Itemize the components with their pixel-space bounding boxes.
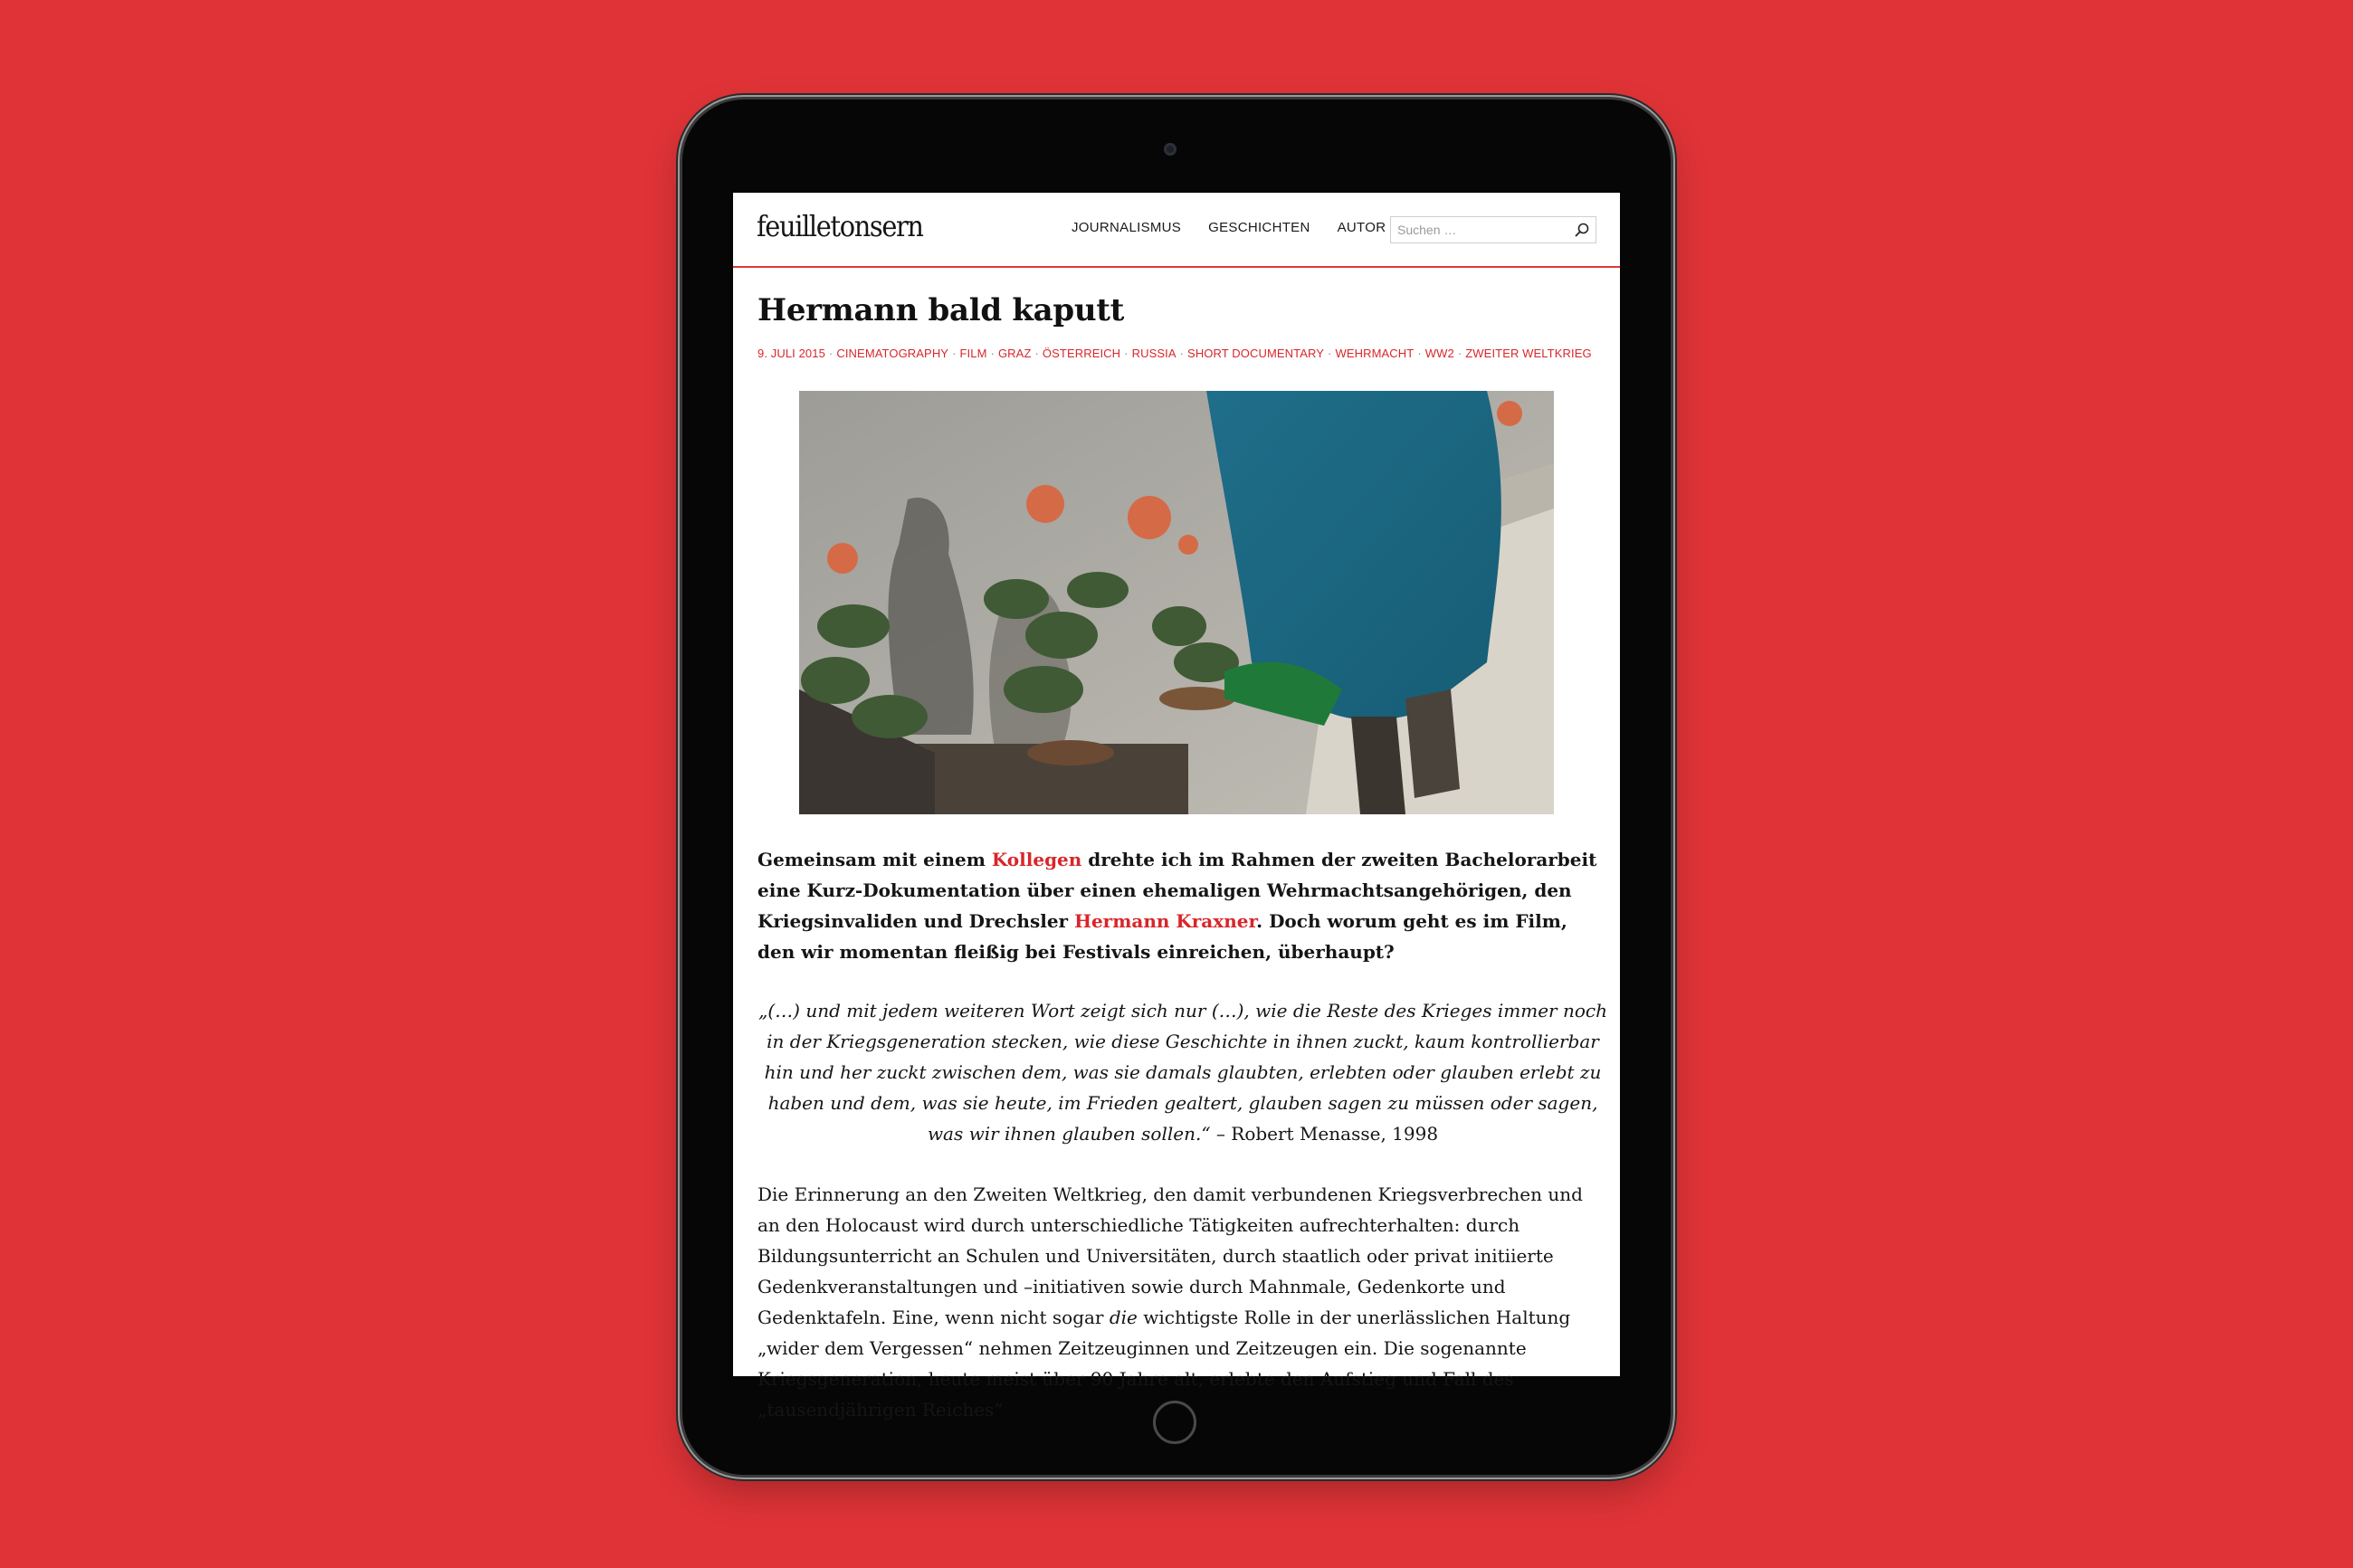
front-camera (1164, 143, 1176, 156)
site-header (733, 193, 1620, 268)
site-logo[interactable]: feuilletonsern (757, 209, 923, 243)
link-hermann-kraxner[interactable]: Hermann Kraxner (1074, 910, 1257, 932)
body-text: Die Erinnerung an den Zweiten Weltkrieg, den damit verbundenen Kriegsverbrechen und an den Holocaust wird durch unterschiedliche Tätigkeiten aufrechterhalten: durch Bildungsunterricht an Schulen und Universitäten, durch staatlich oder privat initiierte Gedenkveranstaltungen und –initiativen sowie durch Mahnmale, Gedenkorte und Gedenktafeln. Eine, wenn nicht sogar (757, 1183, 1583, 1328)
tag-link[interactable]: WW2 (1424, 347, 1454, 360)
search-input[interactable] (1391, 217, 1563, 242)
nav-item-journalismus[interactable]: JOURNALISMUS (1072, 220, 1182, 235)
tag-link[interactable]: FILM (959, 347, 987, 360)
post-date[interactable]: 9. JULI 2015 (757, 347, 825, 360)
tag-link[interactable]: WEHRMACHT (1335, 347, 1415, 360)
tag-link[interactable]: RUSSIA (1131, 347, 1176, 360)
lead-text: drehte ich im Rahmen der zweiten Bachelorarbeit eine Kurz-Dokumentation über einen ehemaligen Wehrmachtsangehörigen, den Kriegsinvaliden und Drechsler (757, 849, 1597, 932)
lead-paragraph (757, 844, 1608, 967)
quote-citation: – Robert Menasse, 1998 (1210, 1123, 1439, 1145)
nav-item-geschichten[interactable]: GESCHICHTEN (1208, 220, 1310, 235)
browser-screen (733, 193, 1620, 1421)
featured-image (799, 391, 1554, 814)
nav-item-autor[interactable]: AUTOR (1337, 220, 1386, 235)
tag-link[interactable]: GRAZ (997, 347, 1032, 360)
tag-link[interactable]: ZWEITER WELTKRIEG (1465, 347, 1592, 360)
quote-text: „(…) und mit jedem weiteren Wort zeigt sich nur (…), wie die Reste des Krieges immer noch in der Kriegsgeneration stecken, wie diese Geschichte in ihnen zuckt, kaum kontrollierbar hin und her zuckt zwischen dem, was sie damals glaubten, erlebten oder glauben erlebt zu haben und dem, was sie heute, im Frieden gealtert, glauben sagen zu müssen oder sagen, was wir ihnen glauben sollen.“ (758, 1000, 1607, 1145)
body-emphasis: die (1109, 1307, 1138, 1328)
tag-link[interactable]: ÖSTERREICH (1042, 347, 1121, 360)
tag-link[interactable]: SHORT DOCUMENTARY (1187, 347, 1325, 360)
post-title: Hermann bald kaputt (757, 292, 1125, 328)
film-still-illustration (799, 391, 1554, 814)
main-nav (1072, 220, 1386, 235)
body-text: wichtigste Rolle in der unerlässlichen Haltung „wider dem Vergessen“ nehmen Zeitzeuginnen und Zeitzeugen ein. Die sogenannte Kriegsgeneration, heute meist über 90 Jahre alt, erlebte den Aufstieg und Fall des „tausendjährigen Reiches“ (757, 1307, 1571, 1421)
tag-link[interactable]: CINEMATOGRAPHY (836, 347, 949, 360)
blockquote (757, 995, 1608, 1149)
lead-text: . Doch worum geht es im Film, den wir momentan fleißig bei Festivals einreichen, überhaupt? (757, 910, 1567, 963)
body-paragraph (757, 1179, 1608, 1425)
link-kollegen[interactable]: Kollegen (991, 849, 1082, 870)
search-icon[interactable] (1574, 222, 1590, 238)
lead-text: Gemeinsam mit einem (757, 849, 992, 870)
search-box (1390, 216, 1596, 243)
post-meta: 9. JULI 2015 · CINEMATOGRAPHY · FILM · GRAZ · ÖSTERREICH · RUSSIA · SHORT DOCUMENTARY · WEHRMACHT · WW2 · ZWEITER WELTKRIEG (757, 347, 1592, 360)
